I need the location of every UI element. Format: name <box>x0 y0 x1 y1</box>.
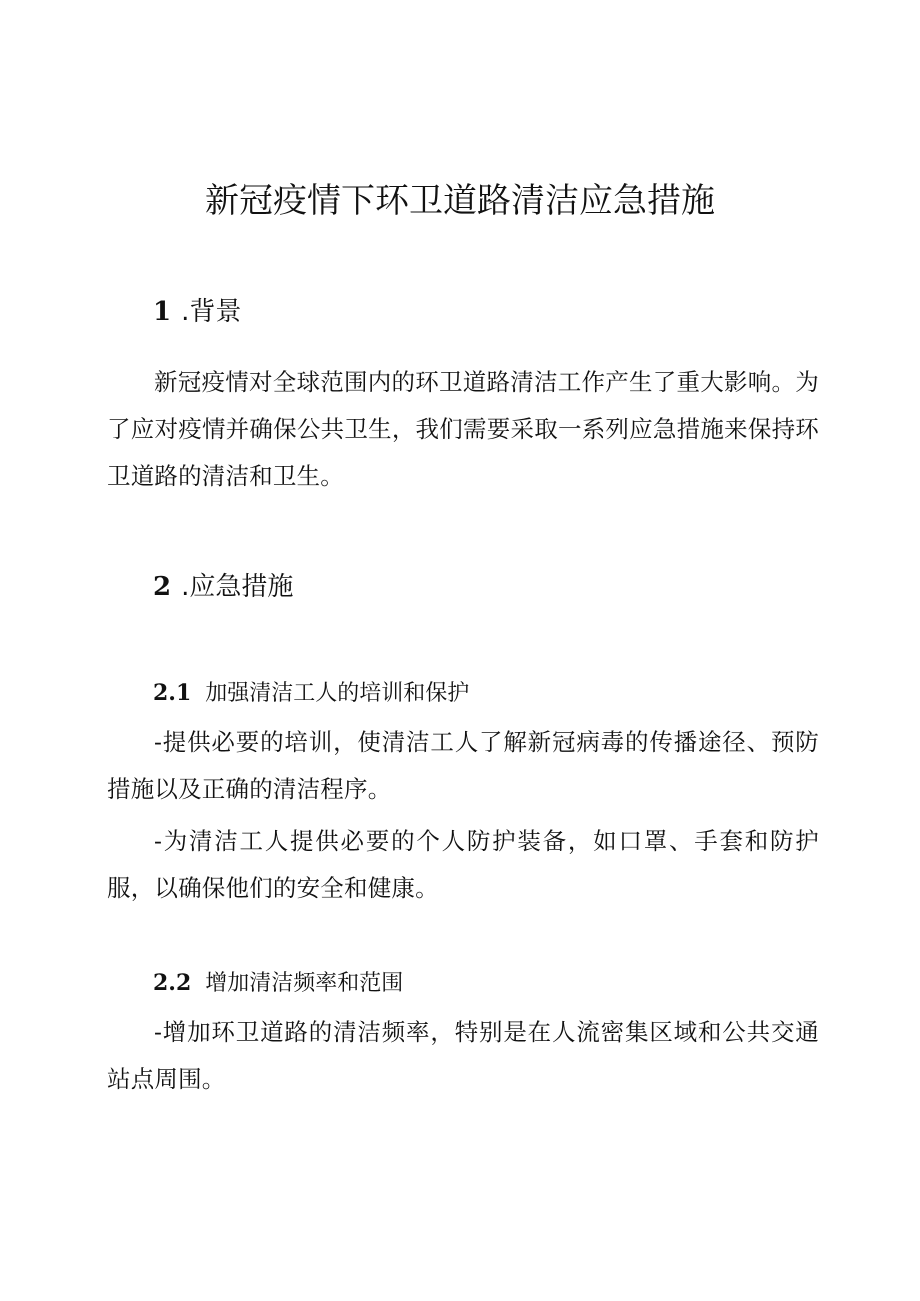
subsection-title: 加强清洁工人的培训和保护 <box>205 681 470 706</box>
section-number: 1 <box>153 297 172 327</box>
subsection-heading-cleaning-frequency <box>153 965 403 1002</box>
section-title: .背景 <box>181 297 242 327</box>
paragraph-protective-equipment: -为清洁工人提供必要的个人防护装备，如口罩、手套和防护服，以确保他们的安全和健康。 <box>107 827 819 902</box>
subsection-number: 2.1 <box>153 680 192 706</box>
document-title: 新冠疫情下环卫道路清洁应急措施 <box>205 181 715 221</box>
subsection-number: 2.2 <box>153 970 192 996</box>
subsection-title: 增加清洁频率和范围 <box>205 971 404 996</box>
section-title: .应急措施 <box>181 572 294 602</box>
paragraph-background: 新冠疫情对全球范围内的环卫道路清洁工作产生了重大影响。为了应对疫情并确保公共卫生，我们需要采取一系列应急措施来保持环卫道路的清洁和卫生。 <box>107 368 819 490</box>
subsection-heading-training-protection <box>153 675 469 712</box>
section-number: 2 <box>153 572 172 602</box>
paragraph-training: -提供必要的培训，使清洁工人了解新冠病毒的传播途径、预防措施以及正确的清洁程序。 <box>107 728 819 803</box>
section-heading-background <box>153 292 241 332</box>
paragraph-cleaning-frequency: -增加环卫道路的清洁频率，特别是在人流密集区域和公共交通站点周围。 <box>107 1018 819 1093</box>
section-heading-emergency-measures <box>153 567 293 607</box>
